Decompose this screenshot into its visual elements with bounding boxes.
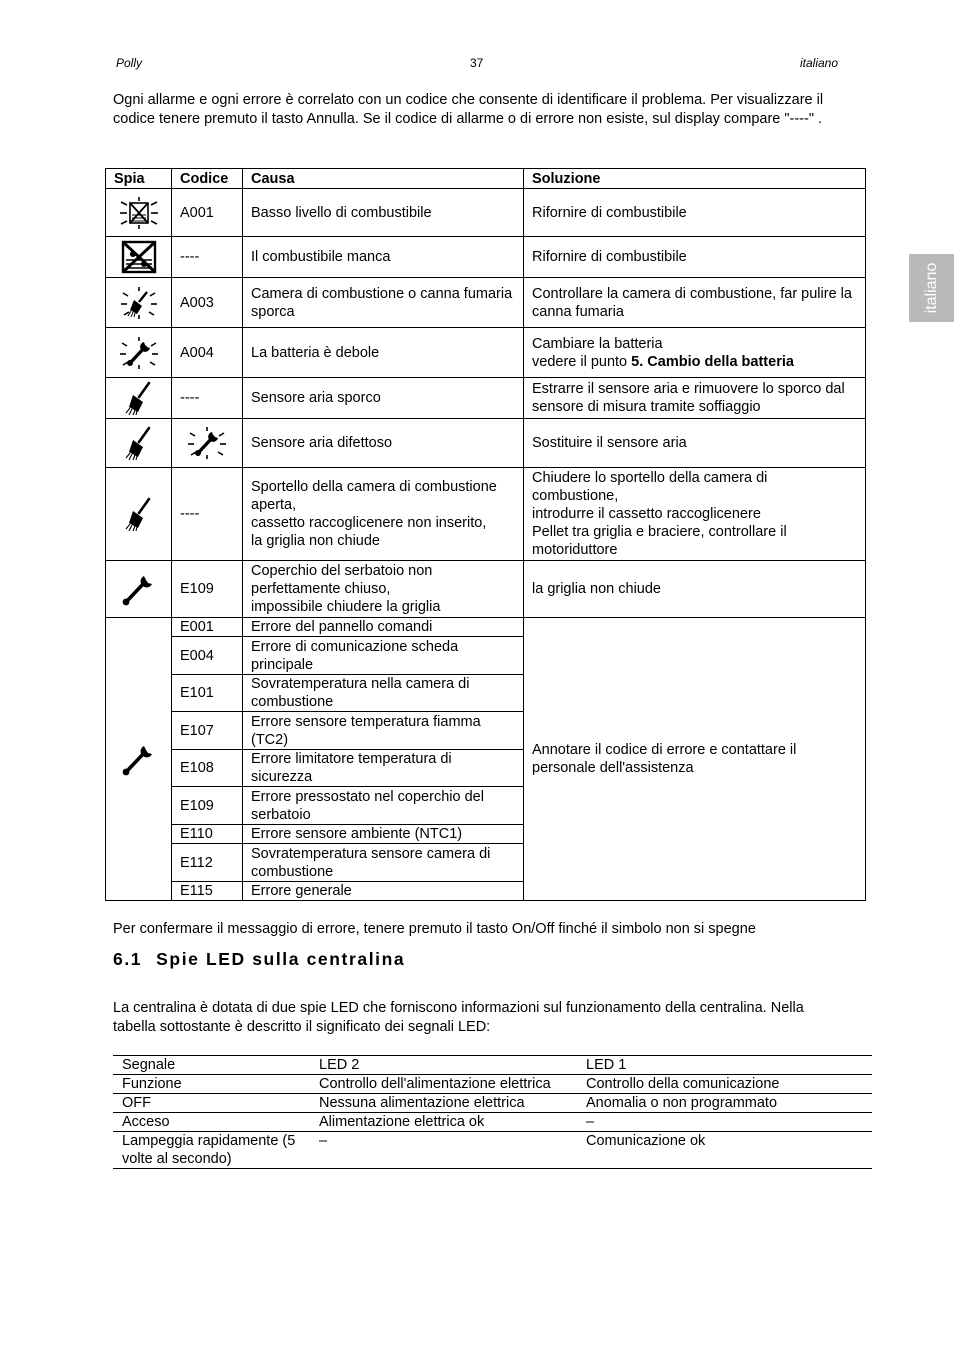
table-row: [106, 237, 866, 278]
cause-line: Sportello della camera di combustione aperta,: [251, 479, 497, 513]
wrench-icon: [117, 571, 161, 607]
code-cell: A001: [172, 189, 243, 237]
led-cell: Anomalia o non programmato: [577, 1094, 872, 1113]
led-cell: Nessuna alimentazione elettrica: [310, 1094, 577, 1113]
header-right: italiano: [800, 56, 839, 70]
cause-line: cassetto raccoglicenere non inserito,: [251, 515, 487, 531]
cause-cell: Errore sensore temperatura fiamma (TC2): [243, 712, 524, 750]
spia-cell: [106, 618, 172, 901]
led-intro-paragraph: La centralina è dotata di due spie LED che forniscono informazioni sul funzionamento della centralina. Nella tabella sottostante è descritto il significato dei segnali LED:: [113, 1000, 804, 1035]
fuel-empty-icon: [117, 240, 161, 274]
confirm-paragraph: Per confermare il messaggio di errore, tenere premuto il tasto On/Off finché il simbolo non si spegne: [113, 921, 756, 937]
error-table-header: [106, 169, 866, 189]
wrench-icon: [117, 741, 161, 777]
cause-cell: Camera di combustione o canna fumaria sporca: [243, 278, 524, 328]
solution-cell: Estrarre il sensore aria e rimuovere lo sporco dal sensore di misura tramite soffiaggio: [524, 378, 866, 419]
page-number: 37: [470, 56, 484, 70]
section-heading: [113, 949, 405, 970]
solution-cell: Controllare la camera di combustione, far pulire la canna fumaria: [524, 278, 866, 328]
cause-cell: [243, 468, 524, 561]
cause-cell: Il combustibile manca: [243, 237, 524, 278]
cause-cell: Sensore aria difettoso: [243, 419, 524, 468]
table-row: [106, 328, 866, 378]
led-header-cell: Segnale: [113, 1056, 310, 1075]
code-cell: A003: [172, 278, 243, 328]
cause-cell: Errore generale: [243, 882, 524, 901]
spia-cell: [106, 328, 172, 378]
table-row: [106, 468, 866, 561]
solution-line: Pellet tra griglia e braciere, controllare il motoriduttore: [532, 524, 787, 558]
code-cell: E115: [172, 882, 243, 901]
table-row: [113, 1113, 872, 1132]
code-cell: E004: [172, 637, 243, 675]
error-table: [105, 168, 866, 901]
solution-cell: Annotare il codice di errore e contattare il personale dell'assistenza: [524, 618, 866, 901]
flashing-wrench-icon: [185, 426, 229, 460]
cause-line: la griglia non chiude: [251, 533, 380, 549]
table-row: [106, 378, 866, 419]
led-cell: Comunicazione ok: [577, 1132, 872, 1169]
led-cell: Lampeggia rapidamente (5 volte al secondo): [113, 1132, 310, 1169]
solution-line: Chiudere lo sportello della camera di combustione,: [532, 470, 768, 504]
spia-cell: [106, 561, 172, 618]
flashing-wrench-icon: [117, 336, 161, 370]
code-cell: E112: [172, 844, 243, 882]
led-table-header: [113, 1056, 872, 1075]
header-soluzione: Soluzione: [524, 169, 866, 189]
code-cell: E001: [172, 618, 243, 637]
led-table: [113, 1055, 872, 1169]
led-cell: –: [577, 1113, 872, 1132]
led-header-cell: LED 1: [577, 1056, 872, 1075]
solution-cell: [524, 328, 866, 378]
solution-cell: [524, 468, 866, 561]
table-row: [113, 1132, 872, 1169]
led-cell: OFF: [113, 1094, 310, 1113]
table-row: [106, 419, 866, 468]
code-cell: [172, 419, 243, 468]
table-row: [106, 278, 866, 328]
cause-cell: [243, 561, 524, 618]
code-cell: E108: [172, 750, 243, 787]
code-cell: E110: [172, 825, 243, 844]
led-cell: Funzione: [113, 1075, 310, 1094]
cause-cell: Errore del pannello comandi: [243, 618, 524, 637]
code-cell: ----: [172, 378, 243, 419]
led-header-cell: LED 2: [310, 1056, 577, 1075]
spia-cell: [106, 468, 172, 561]
battery-section-reference: 5. Cambio della batteria: [631, 353, 794, 370]
header-causa: Causa: [243, 169, 524, 189]
brush-icon: [117, 380, 161, 416]
cause-cell: Errore sensore ambiente (NTC1): [243, 825, 524, 844]
table-row: [106, 189, 866, 237]
cause-cell: Sensore aria sporco: [243, 378, 524, 419]
spia-cell: [106, 278, 172, 328]
spia-cell: [106, 237, 172, 278]
flashing-fuel-empty-icon: [117, 196, 161, 230]
spia-cell: [106, 189, 172, 237]
code-cell: E109: [172, 787, 243, 825]
brush-icon: [117, 496, 161, 532]
code-cell: E109: [172, 561, 243, 618]
led-cell: Acceso: [113, 1113, 310, 1132]
cause-cell: Sovratemperatura nella camera di combustione: [243, 675, 524, 712]
led-cell: Controllo dell'alimentazione elettrica: [310, 1075, 577, 1094]
solution-cell: la griglia non chiude: [524, 561, 866, 618]
cause-cell: Errore pressostato nel coperchio del serbatoio: [243, 787, 524, 825]
solution-cell: Sostituire il sensore aria: [524, 419, 866, 468]
code-cell: ----: [172, 468, 243, 561]
flashing-brush-icon: [117, 286, 161, 320]
language-tab: [909, 254, 954, 322]
header-codice: Codice: [172, 169, 243, 189]
led-cell: –: [310, 1132, 577, 1169]
section-number: 6.1: [113, 949, 143, 969]
brush-icon: [117, 425, 161, 461]
cause-line: impossibile chiudere la griglia: [251, 599, 441, 615]
table-row: [106, 561, 866, 618]
code-cell: E107: [172, 712, 243, 750]
solution-line: introdurre il cassetto raccoglicenere: [532, 506, 761, 522]
cause-cell: Sovratemperatura sensore camera di combustione: [243, 844, 524, 882]
cause-line: Coperchio del serbatoio non perfettamente chiuso,: [251, 563, 433, 597]
header-spia: Spia: [106, 169, 172, 189]
header-left: Polly: [116, 56, 143, 70]
code-cell: A004: [172, 328, 243, 378]
spia-cell: [106, 378, 172, 419]
section-title: Spie LED sulla centralina: [156, 949, 406, 969]
table-row: [113, 1075, 872, 1094]
table-row: [113, 1094, 872, 1113]
cause-cell: Errore limitatore temperatura di sicurezza: [243, 750, 524, 787]
led-cell: Alimentazione elettrica ok: [310, 1113, 577, 1132]
intro-paragraph: Ogni allarme e ogni errore è correlato con un codice che consente di identificare il problema. Per visualizzare il codice tenere premuto il tasto Annulla. Se il codice di allarme o di errore non esiste, sul display compare "----" .: [113, 92, 824, 127]
led-cell: Controllo della comunicazione: [577, 1075, 872, 1094]
solution-cell: Rifornire di combustibile: [524, 189, 866, 237]
spia-cell: [106, 419, 172, 468]
cause-cell: La batteria è debole: [243, 328, 524, 378]
solution-line: Cambiare la batteria: [532, 335, 663, 352]
code-cell: E101: [172, 675, 243, 712]
cause-cell: Errore di comunicazione scheda principale: [243, 637, 524, 675]
solution-line: vedere il punto: [532, 353, 632, 370]
table-row: [106, 618, 866, 637]
code-cell: ----: [172, 237, 243, 278]
cause-cell: Basso livello di combustibile: [243, 189, 524, 237]
solution-cell: Rifornire di combustibile: [524, 237, 866, 278]
language-tab-label: italiano: [922, 262, 940, 314]
